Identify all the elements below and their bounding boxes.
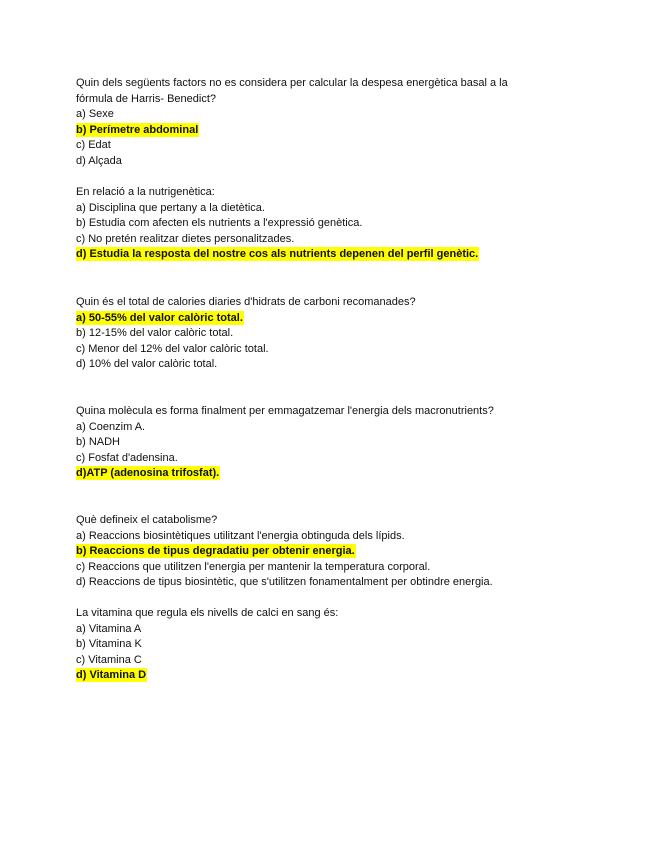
option-d: d) Reaccions de tipus biosintètic, que s'utilitzen fonamentalment per obtindre energia. — [76, 576, 493, 589]
option-b: b) Estudia com afecten els nutrients a l'expressió genètica. — [76, 217, 363, 230]
option-d: d) 10% del valor calòric total. — [76, 358, 218, 371]
correct-answer-highlight: a) 50-55% del valor calòric total. — [76, 311, 243, 324]
correct-answer-highlight: d) Estudia la resposta del nostre cos als nutrients depenen del perfil genètic. — [76, 248, 479, 261]
option-b: b) 12-15% del valor calòric total. — [76, 327, 234, 340]
option-c: c) Reaccions que utilitzen l'energia per mantenir la temperatura corporal. — [76, 560, 431, 573]
correct-answer-highlight: b) Perímetre abdominal — [76, 123, 199, 136]
option-d: d) Alçada — [76, 154, 122, 167]
question-stem: Quin és el total de calories diaries d'hidrats de carboni recomanades? — [76, 296, 416, 308]
option-a: a) Coenzim A. — [76, 420, 146, 433]
option-a: a) Vitamina A — [76, 622, 142, 635]
option-c: c) Fosfat d'adensina. — [76, 451, 178, 464]
option-c: c) No pretén realitzar dietes personalitzades. — [76, 232, 295, 245]
option-a: a) Sexe — [76, 108, 114, 121]
option-b: b) NADH — [76, 436, 121, 449]
option-b: b) Vitamina K — [76, 638, 142, 651]
question-3 — [76, 295, 576, 373]
question-1 — [76, 76, 576, 170]
option-a: a) Reaccions biosintètiques utilitzant l'energia obtinguda dels lípids. — [76, 529, 405, 542]
question-stem: fórmula de Harris- Benedict? — [76, 92, 217, 105]
correct-answer-highlight: b) Reaccions de tipus degradatiu per obtenir energia. — [76, 545, 355, 558]
correct-answer-highlight: d)ATP (adenosina trifosfat). — [76, 467, 220, 480]
question-stem: En relació a la nutrigenètica: — [76, 186, 215, 198]
option-c: c) Edat — [76, 139, 111, 152]
question-5 — [76, 513, 576, 591]
question-2 — [76, 185, 576, 263]
question-stem: Quin dels següents factors no es considera per calcular la despesa energètica basal a la — [76, 77, 508, 89]
option-a: a) Disciplina que pertany a la dietètica. — [76, 201, 265, 214]
option-c: c) Menor del 12% del valor calòric total. — [76, 342, 269, 355]
correct-answer-highlight: d) Vitamina D — [76, 669, 147, 682]
question-stem: Què defineix el catabolisme? — [76, 514, 218, 526]
question-stem: Quina molècula es forma finalment per emmagatzemar l'energia dels macronutrients? — [76, 405, 494, 417]
question-stem: La vitamina que regula els nivells de calci en sang és: — [76, 607, 339, 619]
question-6 — [76, 606, 576, 684]
option-c: c) Vitamina C — [76, 653, 142, 666]
question-4 — [76, 404, 576, 482]
